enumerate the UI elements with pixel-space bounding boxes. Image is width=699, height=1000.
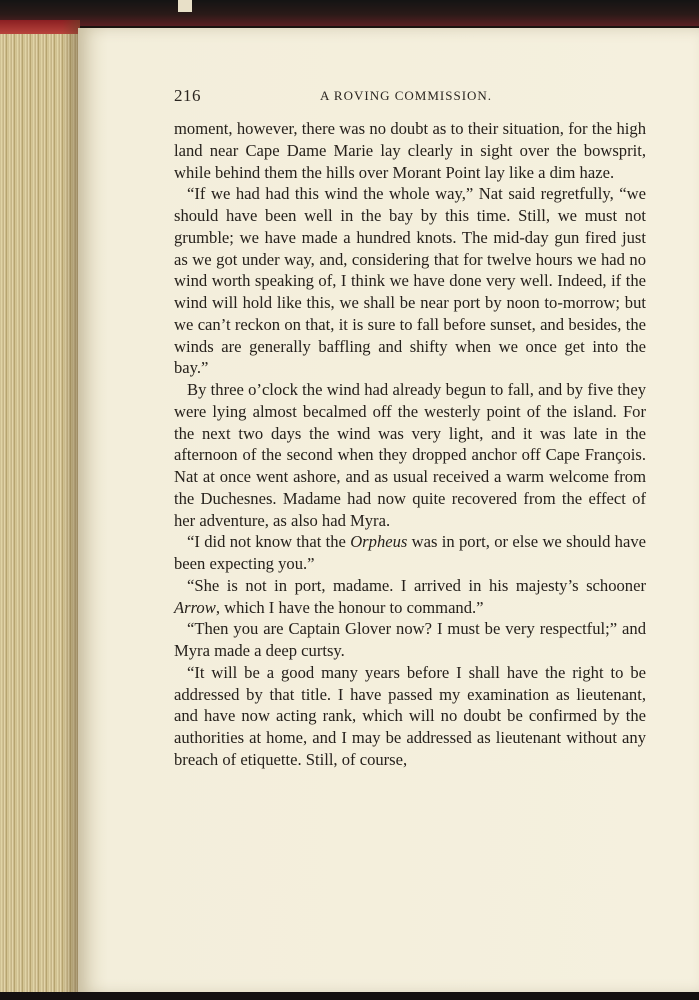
paragraph: [174, 618, 646, 662]
scan-marker: [178, 0, 192, 12]
paragraph: [174, 379, 646, 531]
paragraph: [174, 531, 646, 575]
italic-ship-name: Orpheus: [350, 532, 408, 552]
text-segment: “It will be a good many years before I shall have the right to be addressed by that title. I have passed my examination as lieutenant, and have now acting rank, which will no doubt be confirmed by the authorities at home, and I may be addressed as lieutenant without any breach of etiquette. Still, of course,: [174, 662, 646, 769]
text-segment: “Then you are Captain Glover now? I must be very respectful;” and Myra made a deep curtsy.: [174, 619, 646, 660]
paragraph: [174, 183, 646, 379]
page-number: 216: [174, 86, 201, 105]
text-segment: moment, however, there was no doubt as to their situation, for the high land near Cape Dame Marie lay clearly in sight over the bowsprit, while behind them the hills over Morant Point lay like a dim haze.: [174, 119, 646, 182]
paragraph: [174, 118, 646, 183]
text-segment: “She is not in port, madame. I arrived in his majesty’s schooner: [187, 575, 646, 595]
text-segment: “If we had had this wind the whole way,” Nat said regretfully, “we should have been well in the bay by this time. Still, we must not grumble; we have made a hundred knots. The mid-day gun fired just as we got under way, and, considering that for twelve hours we had no wind worth speaking of, I think we have done very well. Indeed, if the wind will hold like this, we shall be near port by noon to-morrow; but we can’t reckon on that, it is sure to fall before sunset, and besides, the winds are generally baffling and shifty when we once get into the bay.”: [174, 184, 646, 378]
text-segment: By three o’clock the wind had already begun to fall, and by five they were lying almost becalmed off the westerly point of the island. For the next two days the wind was very light, and it was late in the afternoon of the second when they dropped anchor off Cape François. Nat at once went ashore, and as usual received a warm welcome from the Duchesnes. Madame had now quite recovered from the effect of her adventure, as also had Myra.: [174, 380, 646, 530]
text-segment: was in port, or else we should have been expecting you.”: [174, 532, 646, 573]
text-segment: , which I have the honour to command.”: [215, 597, 484, 617]
bottom-dark-strip: [0, 992, 699, 1000]
body-text: [174, 118, 646, 771]
paragraph: [174, 575, 646, 619]
text-segment: “I did not know that the: [187, 532, 351, 552]
running-head: [174, 86, 646, 108]
top-dark-strip: [0, 0, 699, 26]
book-page-edges: [0, 20, 80, 1000]
italic-ship-name: Arrow: [174, 597, 216, 617]
running-title: A ROVING COMMISSION.: [320, 88, 493, 103]
paragraph: [174, 662, 646, 771]
